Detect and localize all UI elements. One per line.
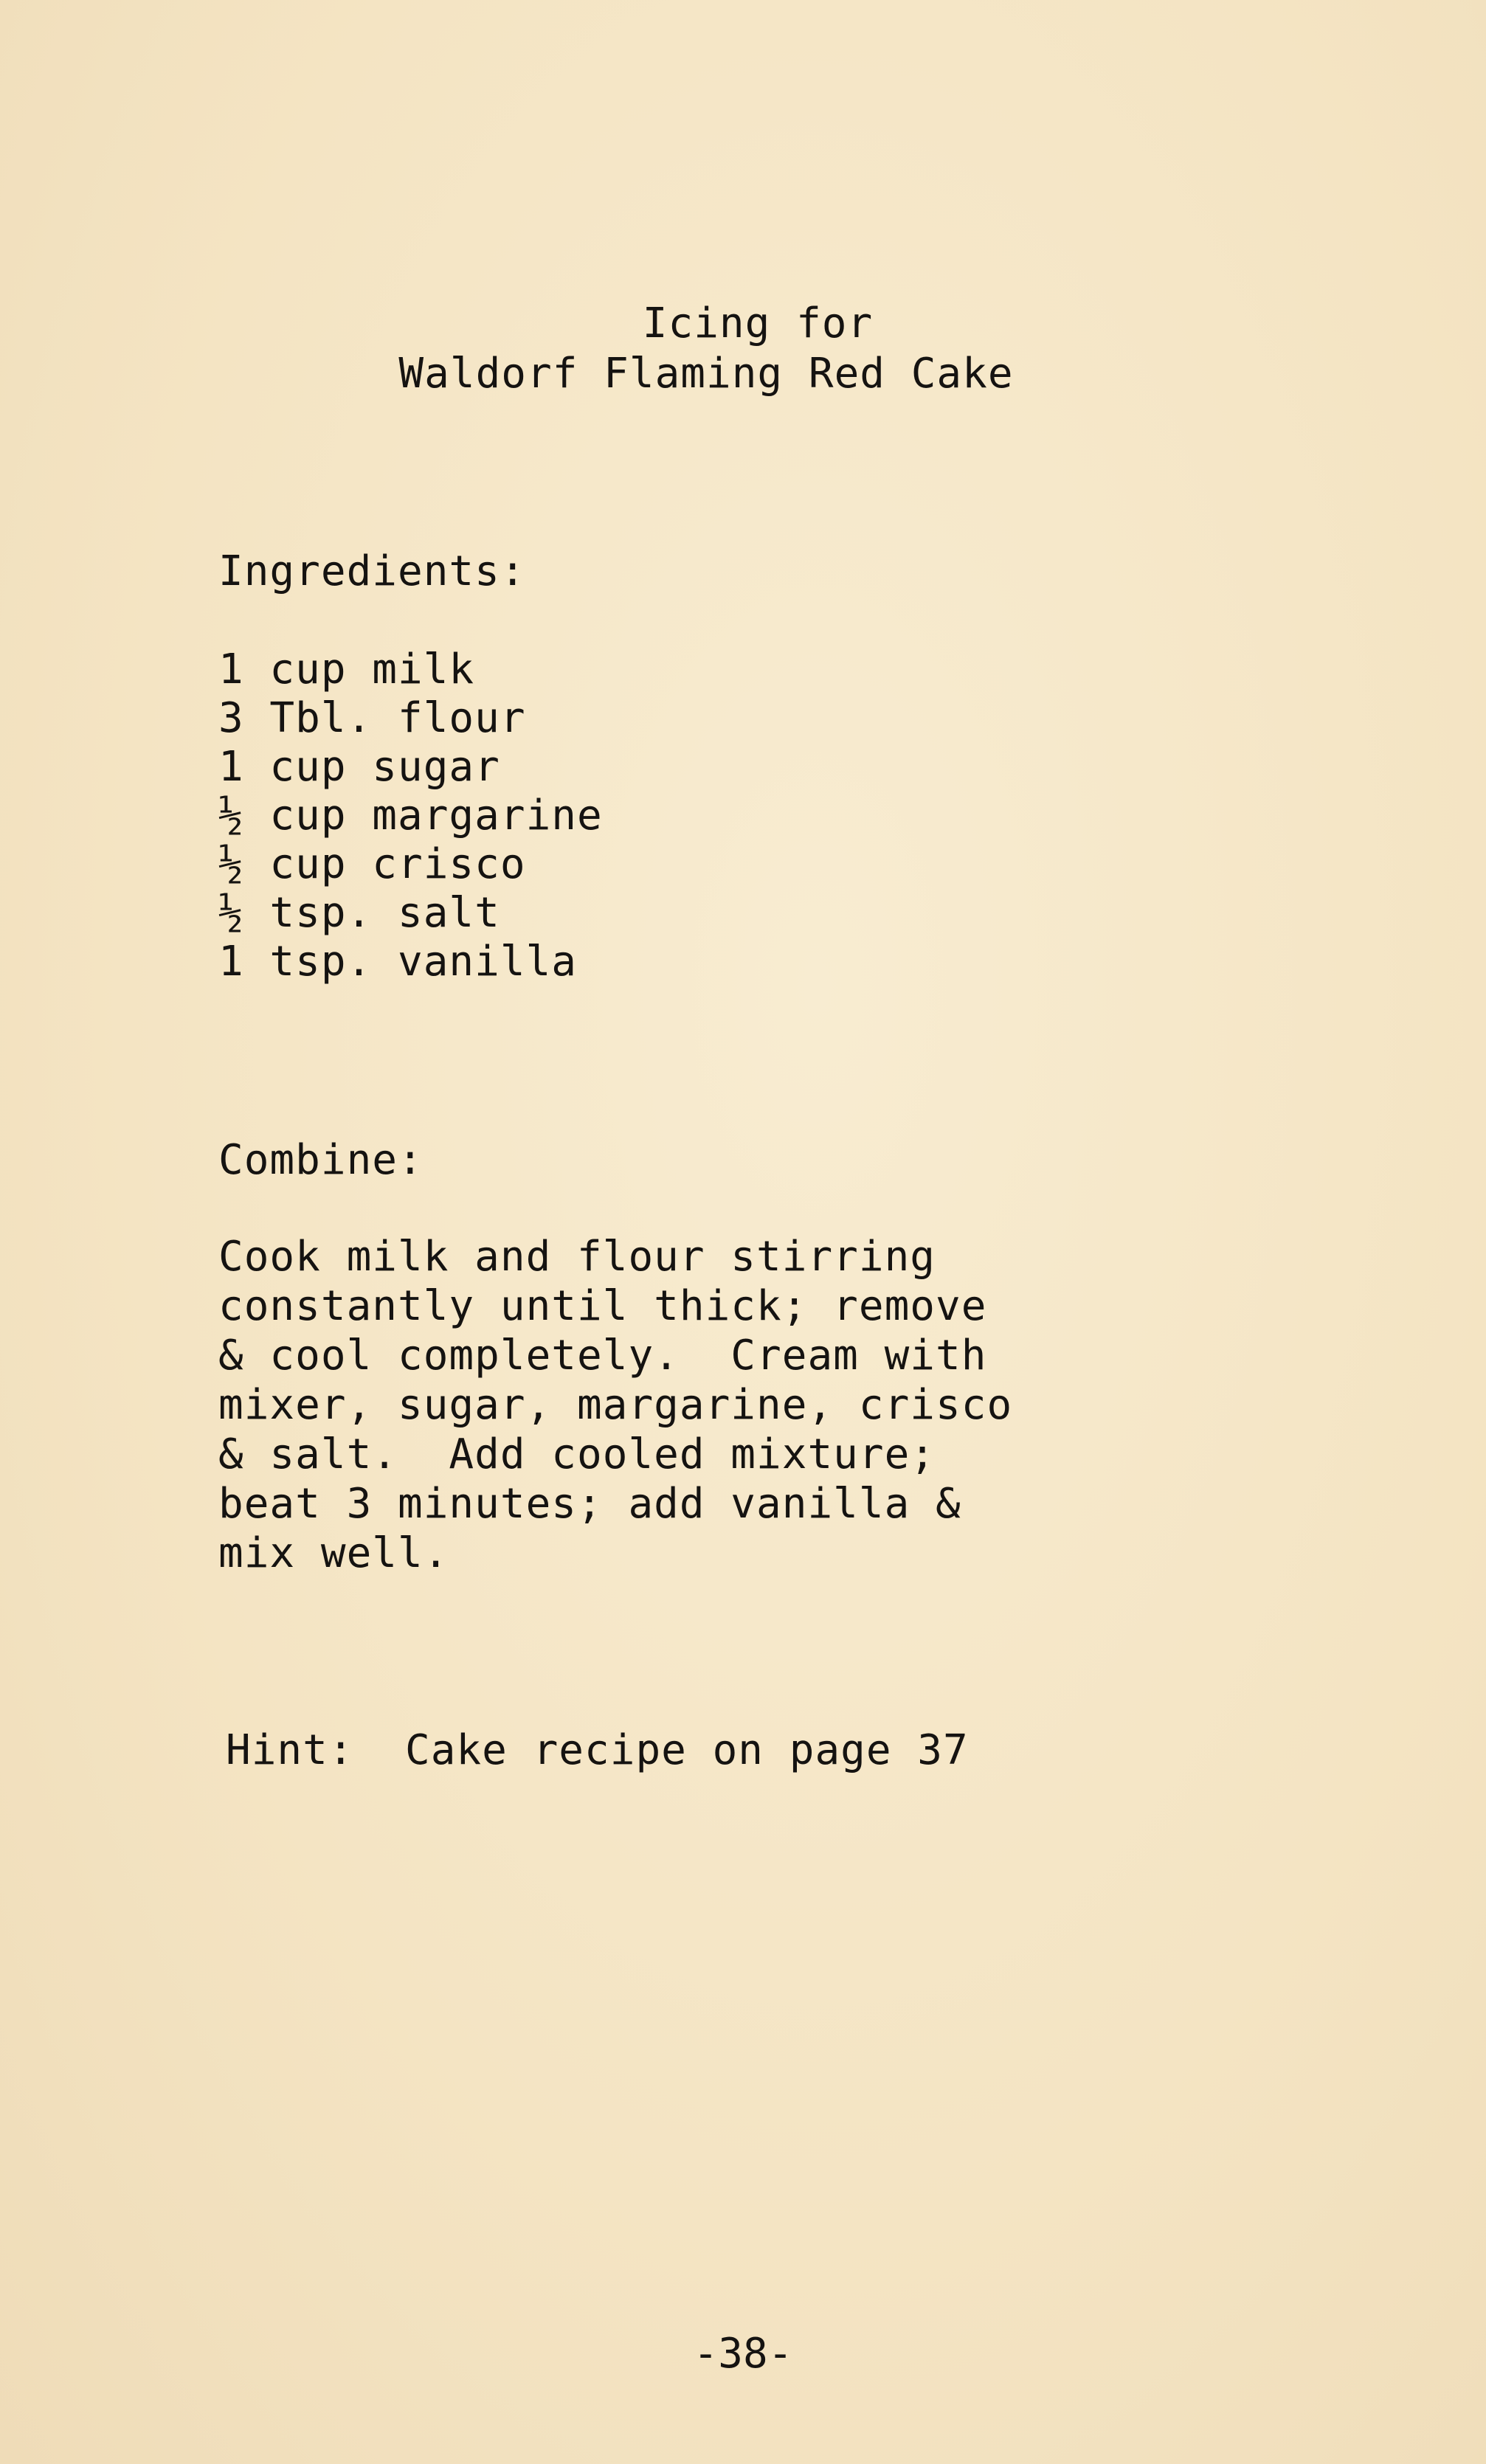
ingredient-item: ½ tsp. salt — [218, 889, 500, 937]
directions-line: beat 3 minutes; add vanilla & — [218, 1480, 961, 1528]
ingredient-item: ½ cup margarine — [218, 792, 603, 840]
ingredient-item: 1 cup sugar — [218, 743, 500, 791]
recipe-title-line-2: Waldorf Flaming Red Cake — [398, 350, 1014, 398]
directions-text — [218, 1232, 1178, 1578]
directions-line: Cook milk and flour stirring — [218, 1233, 936, 1281]
directions-line: mix well. — [218, 1529, 449, 1577]
ingredient-item: ½ cup crisco — [218, 840, 526, 888]
ingredient-item: 1 tsp. vanilla — [218, 938, 578, 986]
ingredient-list — [218, 646, 603, 986]
directions-line: & salt. Add cooled mixture; — [218, 1430, 936, 1478]
hint-text: Hint: Cake recipe on page 37 — [226, 1726, 969, 1774]
recipe-title-line-1: Icing for — [642, 300, 874, 347]
ingredients-heading: Ingredients: — [218, 547, 526, 595]
directions-line: mixer, sugar, margarine, crisco — [218, 1381, 1013, 1429]
directions-line: constantly until thick; remove — [218, 1282, 987, 1330]
page-number: -38- — [693, 2330, 793, 2378]
combine-heading: Combine: — [218, 1136, 424, 1184]
directions-line: & cool completely. Cream with — [218, 1332, 987, 1380]
ingredient-item: 3 Tbl. flour — [218, 694, 526, 742]
ingredient-item: 1 cup milk — [218, 646, 475, 693]
